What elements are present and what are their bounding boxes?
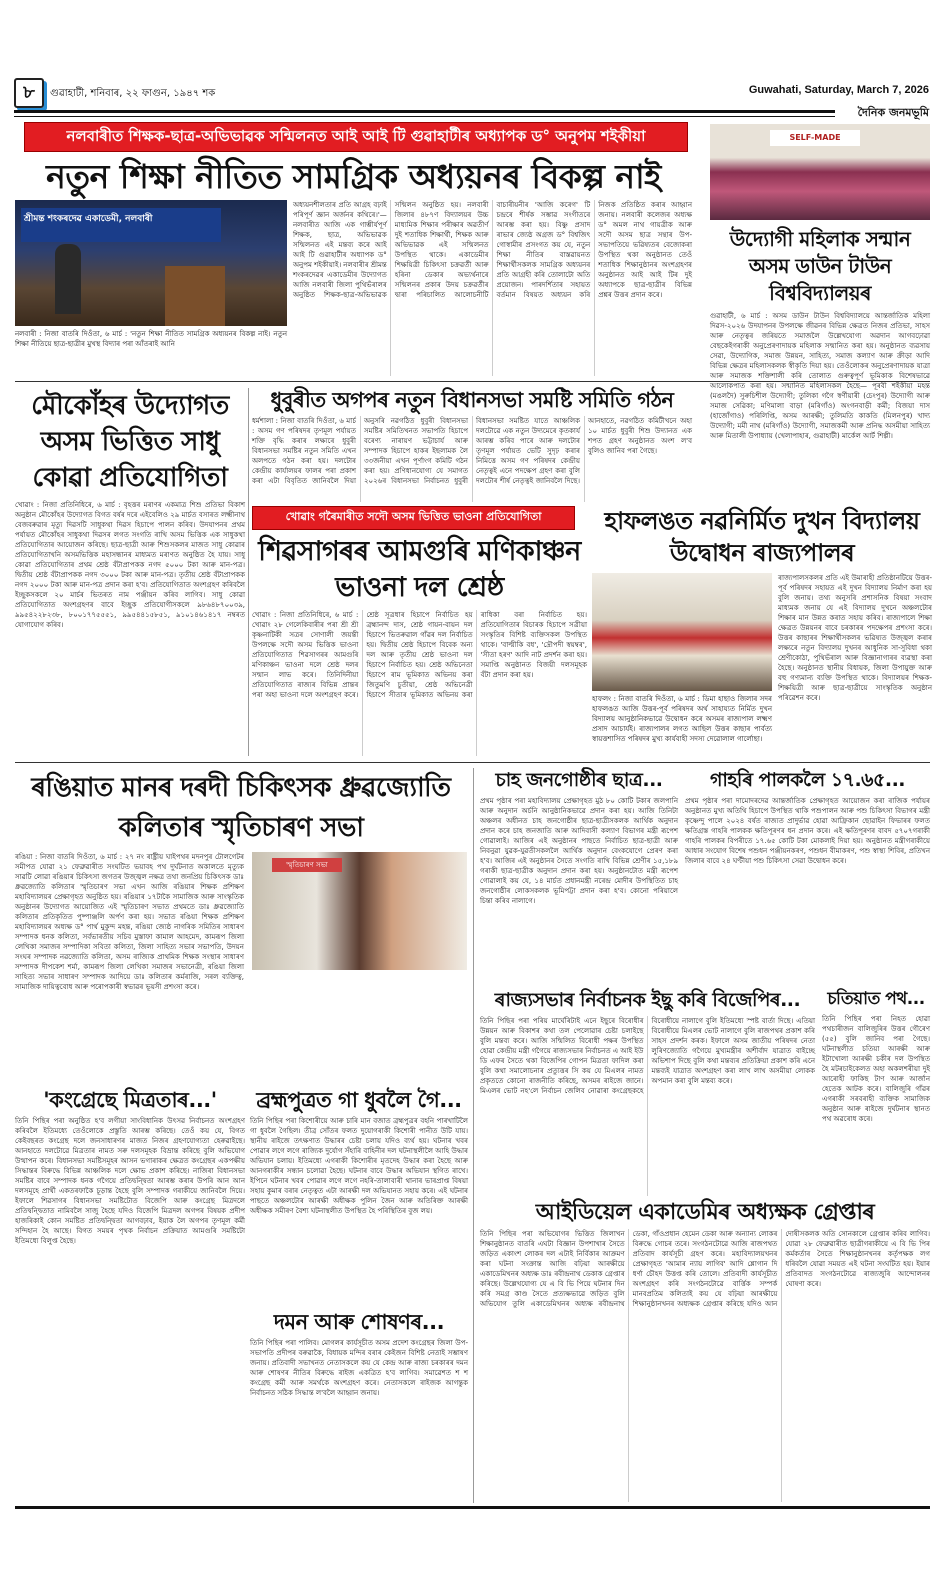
rangia-story: [15, 768, 467, 1084]
haflong-caption: হাফলং : নিজা বাতৰি দিওঁতা, ৬ মাৰ্চ : ডিমা হাছাও জিলাৰ সদৰ হাফলঙত আজি উত্তৰ-পূৰ্ব পৰিষদৰ অৰ্থ সাহায্যত নিৰ্মিত দুখন বিদ্যালয় আনুষ্ঠানিকভাৱে উদ্বোধন কৰে অসমৰ ৰাজ্যপাল লক্ষ্মণ প্ৰসাদ আচাৰ্যই। ৰাজ্যপালৰ লগত আছিল উত্তৰ কাছাৰ পাৰ্বত্য স্বায়ত্তশাসিত পৰিষদৰ মুখ্য কাৰ্যবাহী সদস্য দেৱোলাল গাৰ্লোছা।: [592, 695, 772, 743]
women-award-photo: [710, 124, 930, 220]
bhaona-story: [252, 506, 587, 756]
lead-caption: নলবাৰী : নিজা বাতৰি দিওঁতা, ৬ মাৰ্চ : 'নতুন শিক্ষা নীতিত সামগ্ৰিক অধ্যয়নৰ বিকল্প নাই। নতুন শিক্ষা নীতিয়ে ছাত্ৰ-ছাত্ৰীৰ মুখস্থ বিদ্যাৰ পৰা আঁতৰাই আনি: [15, 329, 287, 348]
photo-banner: শ্ৰীমন্ত শংকৰদেৱ একাডেমী, নলবাৰী: [21, 208, 221, 242]
lead-headline: নতুন শিক্ষা নীতিত সামগ্ৰিক অধ্যয়নৰ বিকল্প নাই: [46, 157, 661, 196]
masthead: দৈনিক জনমভূমি: [854, 104, 929, 123]
pig-farmers-body: প্ৰথম পৃষ্ঠাৰ পৰা দামোদৰদেৱ আন্তৰ্জাতিক প্ৰেক্ষাগৃহত আয়োজন কৰা ৰাজিক পৰ্যায়ৰ অনুষ্ঠানত মুখ্য অতিথি হিচাপে উপস্থিত থাকি পশুপালন আৰু পশু চিকিৎসা বিভাগৰ মন্ত্ৰী কৃষ্ণেন্দু পালে ২০২৪ বৰ্ষত ৰাজ্যত প্ৰাদুৰ্ভাৱ হোৱা আফ্ৰিকান ছোৱাইন ফিভাৰৰ ফলত ক্ষতিগ্ৰস্ত গাহৰি পালকক ক্ষতিপূৰণৰ ধন প্ৰদান কৰে। এই ক্ষতিপূৰণৰ বাবদ ৫৭০৭গৰাকী গাহৰি পালকৰ বিপৰীতে ১৭.৬৫ কোটি টকা মোকলাই দিয়া হয়। অনুষ্ঠানত মন্ত্ৰীগৰাকীয়ে আধাৰ সংযোগ বিশেষ পশুধন পঞ্জীয়নকৰণ, পশুধন বীমাকৰণ, পশু স্বাস্থ্য শিবিৰ, প্ৰতিখন জিলাৰ বাবে ২৪ ঘণ্টীয়া পশু চিকিৎসা সেৱা উদ্বোধন কৰে।: [685, 796, 930, 865]
tea-students-body: প্ৰথম পৃষ্ঠাৰ পৰা মহাবিদ্যালয় প্ৰেক্ষাগৃহত মুঠ ৮০ কোটি টকাৰ জলপানি আৰু অনুদান অৰ্চনি আনুষ্ঠানিকভাৱে প্ৰদান কৰা হয়। আজি তিনিটা অঞ্চলৰ অধীনত চাহ জনগোষ্ঠীৰ ছাত্ৰ-ছাত্ৰীসকলক আৰ্থিক অনুদান প্ৰদান কৰে চাহ জনজাতি আৰু আদিবাসী কল্যাণ বিভাগৰ মন্ত্ৰী ৰূপেশ গোৱালাই। আজিৰ এই অনুষ্ঠানৰ পাছতে নিৰ্বাচিত ছাত্ৰ-ছাত্ৰী আৰু নিবনুৱা যুৱক-যুৱতীসকললৈ আৰ্থিক অনুদান বেংকযোগে প্ৰেৰণ কৰা হ'ব। আজিৰ এই অনুষ্ঠানৰ সৈতে সংগতি ৰাখি বিভিন্ন শ্ৰেণীৰ ১৫,১৮৯ গৰাকী ছাত্ৰ-ছাত্ৰীক অনুদান প্ৰদান কৰা হয়। অনুষ্ঠানটোত মন্ত্ৰী ৰূপেশ গোৱালাই কয় যে, ১৪ মাৰ্চত প্ৰধানমন্ত্ৰী নৰেন্দ্ৰ মোদীৰ উপস্থিতিত চাহ জনগোষ্ঠীৰ লোকসকলক ভূমিপট্টা প্ৰদান কৰা হ'ব। কোনো পৰিয়ালে চিন্তা কৰিব নালাগে।: [480, 796, 678, 905]
suppression-story: [250, 1310, 468, 1502]
rajya-sabha-body: তিনি পিছিৰ পৰা পৰিয় মাৰ্ঘেৰিটাই এনে ইছুৰে বিৰোধীৰ উন্নয়ন আৰু বিকাশৰ কথা তল পেলোৱাৰ চেষ্টা চলাইছে বুলি মন্তব্য কৰে। আজি সন্মিলিত বিৰোধী পক্ষৰ উপস্থিত হোৱা কেন্দ্ৰীয় মন্ত্ৰী গগৈয়ে ৰাজ্যসভাৰ নিৰ্বাচনত এ আই ইউ ডি এফৰ সৈতে থকা বিজেপিৰ গোপন মিত্ৰতা ফাদিল কৰা বুলি কথা সমালোচনাৰ প্ৰত্যুত্তৰ সি কয় যে মিএলৰ নামত প্ৰকৃততে কোনো ৰাজনীতি কৰিছে, অসমৰ ৰাইজে জানে। মিএলৰ ভোট নহ'লে নিৰ্বাচন জেলিব নোৱাৰা কংগ্ৰেছকহে বিৰোধীয়ে নালাগে বুলি ইতিমধ্যে স্পষ্ট বাৰ্তা দিছে। এতিয়া বিৰোধীয়ে মিএলৰ ভোট নালাগে বুলি ৰাজপথৰ প্ৰকাশ কৰি সাহস প্ৰদৰ্শন কৰক। ইফালে অসম জাতীয় পৰিষদৰ নেতা লুৰিণজ্যোতি গগৈয়ে মুখ্যমন্ত্ৰীৰ অশীৰ্বাদ যাত্ৰাত বাইচ্ছে অভিশাপ দিছে বুলি কথা মন্তব্যৰ প্ৰতিক্ৰিয়া প্ৰকাশ কৰি এনে মন্তব্যই যাত্ৰাত অংশগ্ৰহণ কৰা লাখ লাখ অসমীয়া লোকক অপমান কৰা বুলি মন্তব্য কৰে।: [480, 1016, 815, 1095]
column-divider: [473, 768, 474, 1503]
chatia-body: তিনি পিছিৰ পৰা নিহত হোৱা পথচাৰীজন বালিজুৰিৰ উত্তৰ গৌৰেণ (৫৫) বুলি জানিব পৰা গৈছে। ঘটনাস্থলীত চতিয়া আৰক্ষী আৰু ইটাখোলা আৰক্ষী চকীৰ দল উপস্থিত হৈ মটৰচাইকেলত অহা অকলশৰীয়া দুই আৰোহী ফাকিছ টাণ আৰু আৰ্জান হেতেক আটক কৰে। বালিজুৰি গাঁৱৰ এগৰাকী সৰবৰাহী ব্যক্তিক সামাজিক অনুষ্ঠান আৰু ৰাইজে দুৰ্ঘটনাৰ স্থানত পথ অৱৰোধ কৰে।: [822, 1014, 930, 1123]
brahmaputra-story: [250, 1088, 468, 1304]
rajya-sabha-headline: ৰাজ্যসভাৰ নিৰ্বাচনক ইছু কৰি বিজেপিৰ...: [494, 989, 801, 1011]
footer-rule: [15, 1506, 930, 1509]
dhubri-agp-body: ধৰ্মশালা : নিজা বাতৰি দিওঁতা, ৬ মাৰ্চ : অসম গণ পৰিষদৰ তৃণমূল পৰ্যায়ত শক্তি বৃদ্ধি কৰাৰ লক্ষ্যৰে ধুবুৰী বিধানসভা সমষ্টিৰ নতুন সমিতি এখন অলপতে গঠন কৰা হয়। দলটোৰ কেন্দ্ৰীয় কাৰ্যালয়ৰ ফালৰ পৰা প্ৰকাশ কৰা এটা বিবৃতিত জানিবলৈ দিয়া অনুসৰি নৱগঠিত ধুবুৰী বিধানসভা সমষ্টিৰ সমিতিখনত সভাপতি হিচাপে বৰেণ্য নাৰায়ণ ভট্টাচাৰ্য আৰু সম্পাদক হিচাপে হাকৰ ইছলামক লৈ ৩৩জনীয়া এখন পূৰ্ণাংগ কমিটি গঠন কৰা হয়। প্ৰণিধানযোগ্য যে সমাগত ২০২৬ৰ বিধানসভা নিৰ্বাচনত ধুবুৰী বিধানসভা সমষ্টিত যাতে আঞ্চলিক দলটোৱে এক নতুন উদ্যমেৰে কৃতকাৰ্য আৰম্ভ কৰিব পাৰে আৰু দলটোৰ তৃণমূল পৰ্যায়ত ভেটি সুদৃঢ় কৰাৰ নিমিত্তে অসম গণ পৰিষদৰ কেন্দ্ৰীয় নেতৃত্বই এনে পদক্ষেপ গ্ৰহণ কৰা বুলি দলটোৰ শীৰ্ষ নেতৃত্বই জানিবলৈ দিছে। আনহাতে, নৱগঠিত কমিটীখনে অহা ১০ মাৰ্চত ধুবুৰী শিশু উদ্যানত এক শপত গ্ৰহণ অনুষ্ঠানত অংশ ল'ব বুলিও জানিব পৰা গৈছে।: [252, 417, 692, 486]
divider: [15, 762, 930, 763]
lead-photo: [15, 200, 287, 326]
ideal-academy-body: তিনি পিছিৰ পৰা অভিযোগৰ ভিত্তিত জিলাখন শিক্ষানুষ্ঠানত বাতৰি এঘটা বিজ্ঞান উপশাখাৰ সৈতে জড়িত একাংশ লোকৰ দল এটাই নিৰ্বিকাৰ আক্ৰমণ কৰা ঘটনা সংক্ৰান্ত আজি বঢ়িয়া আৰক্ষীয়ে একাডেমিখনৰ অধ্যক্ষ ডাঃ ৰবীন্দ্ৰনাথ ডেকাক গ্ৰেপ্তাৰ কৰিছে। উল্লেখযোগ্য যে এ বি ভি পিয়ে ঘটনাৰ দিন কৰি সমগ্ৰ কাণ্ড সৈতে প্ৰত্যক্ষভাৱে জড়িত বুলি অভিযোগ তুলি একাডেমিখনৰ অধ্যক্ষ ৰবীন্দ্ৰনাথ ডেকা, গাঁওপ্ৰধান হেমেন ডেকা আৰু অন্যান্য লোকৰ বিৰুদ্ধে গোচৰ তৰে। সংগঠনটোৱে আজি ৰাজপথত প্ৰতিবাদ কাৰ্যসূচী গ্ৰহণ কৰে। মহাবিদ্যালয়খনৰ প্ৰেক্ষাগৃহত 'আমাৰ ন্যায় লাগিব' আদি শ্লোগান দি ধৰ্ণা চৌহদ উত্তপ্ত কৰি তোলে। প্ৰতিবাদী কাৰ্যসূচীত অংশগ্ৰহণ কৰি সংগঠনটোৱে বাৰ্ত্তিক সম্পৰ্ক মানবপ্ৰতিম কলিতাই কয় যে বঢ়িয়া আৰক্ষীয়ে শিক্ষানুষ্ঠানখনৰ অধ্যক্ষক গ্ৰেপ্তাৰ কৰিছে যদিও আন দোষীসকলক অতি সোনকালে গ্ৰেপ্তাৰ কৰিব লাগিব। যোৱা ২৮ ফেব্ৰুৱাৰীত ছাত্ৰীগৰাকীয়ে এ বি ভি পিৰ কৰ্মকৰ্তাৰ সৈতে শিক্ষানুষ্ঠানখনৰ কৰ্তৃপক্ষক লগ ধৰিবলৈ যোৱা সময়ত এই ঘটনা সংঘটিত হয়। ইয়াৰ প্ৰতিবাদত সংগঠনটোৱে ৰাজ্যজুৰি আন্দোলনৰ ঘোষণা কৰে।: [480, 1230, 930, 1309]
column-divider: [248, 388, 249, 756]
brahmaputra-body: তিনি পিছিৰ পৰা কিশোৰীয়ে আৰু চাৰি মান বজাত ব্ৰহ্মপুত্ৰৰ বহনি পাৰখাটিলৈ গা ধুবলৈ গৈছিল। তীব্ৰ সোঁতৰ ফলত দুয়োগৰাকী কিশোৰী পানীত উটি যায়। স্থানীয় ৰাইজে তৎক্ষণাত উদ্ধাৰৰ চেষ্টা চলায় যদিও ব্যৰ্থ হয়। ঘটনাৰ খবৰ পোৱাৰ লগে লগে ৰাজ্যিক দুৰ্যোগ সঁহাৰি বাহিনীৰ দল ঘটনাস্থলীলৈ আহি উদ্ধাৰ অভিযান চলায়। ইতিমধ্যে এগৰাকী কিশোৰীৰ মৃতদেহ উদ্ধাৰ কৰা হৈছে আৰু আনগৰাকীৰ সন্ধান চলোৱা হৈছে। ঘটনাৰ বাবে উদ্ধাৰ অভিযান স্থগিত ৰাখে। ইপিনে ঘটনাৰ খবৰ পোৱাৰ লগে লগে নহৰি-তালাবাৰী থানাৰ ভাৰপ্ৰাপ্ত বিষয়া সহায় কুমাৰ বৰাৰ নেতৃত্বত এটা আৰক্ষী দল অভিযানত সহায় কৰে। এই ঘটনাৰ পাছতে অঞ্চলটোৰ আৰক্ষী অধীক্ষক পুলিন জৈন আৰু অতিৰিক্ত আৰক্ষী অধীক্ষক সমীৰণ বৈশ্য ঘটনাস্থলীত উপস্থিত হৈ পৰিস্থিতিৰ বুজ লয়।: [250, 1117, 468, 1216]
pig-farmers-story: [685, 770, 930, 984]
suppression-headline: দমন আৰু শোষণৰ...: [273, 1310, 445, 1334]
tea-students-headline: চাহ জনগোষ্ঠীৰ ছাত্ৰ...: [495, 769, 663, 791]
lead-body: অধ্যয়নশীলতাৰ প্ৰতি আগ্ৰহ বঢ়াই পৰিপূৰ্ণ জ্ঞান অৰ্জনৰ কথিৰে।'— নলবাৰীত আজি এক গাম্ভীৰ্যপূৰ্ণ শিক্ষক, ছাত্ৰ, অভিভাৱক সন্মিলনত এই মন্তব্য কৰে আই আই টি গুৱাহাটীৰ অধ্যাপক ড° অনুপম শইকীয়াই। নলবাৰীৰ শ্ৰীমন্ত শংকৰদেৱৰ একাডেমীৰ উদ্যোগত আজি নলবাৰী জিলা পুথিভঁৰালৰ অনুষ্ঠিত শিক্ষক-ছাত্ৰ-অভিভাৱক সন্মিলন অনুষ্ঠিত হয়। নলবাৰী জিলাৰ ৪৮৭ণ বিদ্যালয়ৰ উচ্চ মাধ্যমিক শিক্ষাৰ পৰীক্ষাৰ অৱতীৰ্ণ দুই শতাধিক শিক্ষাৰ্থী, শিক্ষক আৰু অভিভাৱক এই সন্মিলনত উপস্থিত থাকে। একাডেমীৰ শিক্ষয়িত্ৰী চিকিৎসা চক্ৰৱৰ্তী আৰু হৰিনা ডেকাৰ অভ্যৰ্থনাৰে সন্মিলনৰ প্ৰকাৰ উদয় চক্ৰৱৰ্তীৰ দ্বাৰা পৰিচালিত আলোচনীটি বাচাৰীয়নীৰ 'আজি কৰেগ' টি চন্দ্ৰৰে শীৰ্ষক সম্ভাৱ সংগীতৰে আৰম্ভ কৰা হয়। বিষ্ণু প্ৰসাদ ৰাভাৰ জ্যেষ্ঠ অগ্ৰজ ড° বিশ্বজিৎ গোস্বামীৰ প্ৰসংগত কয় যে, নতুন শিক্ষা নীতিৰ বাস্তৱায়নত শিক্ষাৰ্থীসকলক সামগ্ৰিক অধ্যয়নৰ প্ৰতি আগ্ৰহী কৰি তোলাটো অতি প্ৰয়োজন। পাৰদৰ্শিতাৰ সহায়ত বৰ্তমান বিষয়ত অধ্যয়ন কৰি নিজক প্ৰতিষ্ঠিত কৰাৰ আহ্বান জনায়। নলবাৰী কলেজৰ অধ্যক্ষ ড° অমল নাথ গায়ত্ৰীক আৰু সদৌ অসম ছাত্ৰ সন্থাৰ উপ-সভাপতিয়ে ভৱিষ্যতৰ বেজোকৰা উপস্থিত থকা অনুষ্ঠানত তেওঁ শতাধিক শিক্ষানুষ্ঠানৰ অংশগ্ৰহণৰ অনুষ্ঠানত আই আই টিৰ দুই অধ্যাপকে ছাত্ৰ-ছাত্ৰীৰ বিভিন্ন প্ৰশ্নৰ উত্তৰ প্ৰদান কৰে।: [293, 200, 692, 299]
haflong-headline: হাফলঙত নৱনিৰ্মিত দুখন বিদ্যালয় উদ্বোধন ৰাজ্যপালৰ: [604, 507, 920, 567]
tea-students-story: [480, 770, 678, 984]
congress-headline: 'কংগ্ৰেছে মিত্ৰতাৰ...': [43, 1088, 217, 1112]
bhaona-kicker-banner: খোৱাং গৰৈমাৰীত সদৌ অসম ভিত্তিত ভাওনা প্ৰতিযোগিতা: [252, 506, 575, 530]
photo-banner: SELF-MADE: [770, 130, 860, 146]
suppression-body: তিনি পিছিৰ পৰা পালিব। মোগলৰ কাৰ্যসূচীত অসম প্ৰদেশ কংগ্ৰেছৰ জিলা উপ-সভাপতি প্ৰদীপৰ বৰুৱাকৈ, বিধায়ক মন্দিৰ বৰাৰ কেইজন বিশিষ্ট নেতাই সম্ভাষণ জনায়। প্ৰতিবাদী সভাখনত নেতাসকলে কয় যে কেন্দ্ৰ আৰু ৰাজ্য চৰকাৰৰ দমন আৰু শোষণৰ নীতিৰ বিৰুদ্ধে ৰাইজ একত্ৰিত হ'ব লাগিব। সমাৱেশত শ শ কংগ্ৰেছ কৰ্মী আৰু সমৰ্থকে অংশগ্ৰহণ কৰে। নেতাসকলে ৰাইজক আগন্তুক নিৰ্বাচনত সঠিক সিদ্ধান্ত ল'বলৈ আহ্বান জনায়।: [250, 1339, 468, 1398]
bhaona-body: খোৱাং : নিজা প্ৰতিনিধিৰে, ৬ মাৰ্চ : খোৱাং ২৮ গেলেকিবাৰীৰ পৰা শ্ৰী শ্ৰী কৃষ্ণনাটিকী সত্ৰৰ সোণালী জয়ন্তী উপলক্ষে সদৌ অসম ভিত্তিক ভাওনা প্ৰতিযোগিতাত শিৱসাগৰৰ আমগুৰি মণিকাঞ্চন ভাওনা দলে শ্ৰেষ্ঠ দলৰ সন্মান লাভ কৰে। তিনিদিনীয়া প্ৰতিযোগিতাত ৰাজ্যৰ বিভিন্ন প্ৰান্তৰ পৰা অহা ভাওনা দলে অংশগ্ৰহণ কৰে। শ্ৰেষ্ঠ সূত্ৰধাৰ হিচাপে নিৰ্বাচিত হয় ব্ৰহ্মানন্দ দাস, শ্ৰেষ্ঠ গায়ন-বায়ন দল হিচাপে ভিতৰুৱাল গাঁৱৰ দল নিৰ্বাচিত হয়। দ্বিতীয় শ্ৰেষ্ঠ হিচাপে বিবেক অন্য দল আৰু তৃতীয় শ্ৰেষ্ঠ ভাওনা দল হিচাপে নিৰ্বাচিত হয়। শ্ৰেষ্ঠ অভিনেতা হিচাপে ৰাম ভূমিকাত অভিনয় কৰা জিতুমণি চুতীয়া, শ্ৰেষ্ঠ অভিনেত্ৰী হিচাপে সীতাৰ ভূমিকাত অভিনয় কৰা ৰাধিকা বৰা নিৰ্বাচিত হয়। প্ৰতিযোগিতাৰ বিচাৰক হিচাপে সত্ৰীয়া সংস্কৃতিৰ বিশিষ্ট ব্যক্তিসকল উপস্থিত থাকে। 'বাল্মীকি বধ', 'দ্ৰৌপদী স্বয়ম্বৰ', 'সীতা হৰণ' আদি নাট প্ৰদৰ্শন কৰা হয়। সমাপ্তি অনুষ্ঠানত বিজয়ী দলসমূহক বঁটা প্ৰদান কৰা হয়।: [252, 611, 587, 699]
speaker-figure: [55, 244, 81, 314]
date-english: Guwahati, Saturday, March 7, 2026: [748, 84, 929, 96]
chatia-story: [822, 990, 930, 1196]
congress-body: তিনি পিছিৰ পৰা অনুষ্ঠিত হ'ব লগীয়া সাংবিধানিক উৎসৱ নিৰ্বাচনত অংশগ্ৰহণ কৰিবলৈ ইতিমধ্যে তেওঁলোকে প্ৰস্তুতি আৰম্ভ কৰিছে। তেওঁ কয় যে, বিগত কেইবছৰত কংগ্ৰেছ দলে জনসাধাৰণৰ মাজত নিজৰ গ্ৰহণযোগ্যতা হেৰুৱাইছে। আনহাতে দলটোৱে মিত্ৰতাৰ নামত সৰু দলসমূহক বিভ্ৰান্ত কৰিছে বুলি অভিযোগ উত্থাপন কৰে। বিধানসভা সমষ্টিসমূহৰ আসন ভগাৰাকৰ ক্ষেত্ৰত কংগ্ৰেছৰ একপক্ষীয় সিদ্ধান্তৰ বিৰুদ্ধে বিভিন্ন আঞ্চলিক দলে ক্ষোভ প্ৰকাশ কৰিছে। নাজিৰা বিধানসভা সমষ্টিৰ বাবে সম্পাদক ধনক গগৈয়ে প্ৰতিদ্বন্দ্বিতা আৰম্ভ কৰাৰ উপৰি আন আন দলসমূহে প্ৰাৰ্থী একতৰফাকৈ চূড়ান্ত হৈছে বুলি সম্পাদক গৰাকীয়ে জানিবলৈ দিয়ে। ইফালে শিৱসাগৰ বিধানসভা সমষ্টিটোত বিজেপি আৰু কংগ্ৰেছ মিত্ৰদলে প্ৰতিদ্বন্দ্বিতাত নামিবলৈ সাজু হৈছে যদিও বিজেপি মিত্ৰদল অগপৰ বিষয়ক প্ৰদীপ হাজৰিকাই কোন সমষ্টিত প্ৰতিদ্বন্দ্বিতা আগবঢ়াব, ইয়াক লৈ অগপৰ তৃণমূল কৰ্মী সন্দিহান হৈ আছে। বিগত সময়ৰ পৃথক নিৰ্বাচন প্ৰক্ৰিয়াত আমগুৰি সমষ্টিটো ইতিমধ্যে বিলুপ্ত হৈছে।: [15, 1117, 245, 1246]
haflong-photo: [592, 573, 772, 691]
pig-farmers-headline: গাহৰি পালকলৈ ১৭.৬৫...: [709, 769, 906, 791]
rangia-body-area: [15, 852, 467, 1084]
rangia-photo: [252, 852, 467, 970]
ideal-academy-story: [480, 1200, 930, 1502]
podium: [165, 266, 225, 326]
chatia-headline: চতিয়াত পথ...: [827, 989, 925, 1009]
sadhu-contest-story: [15, 388, 245, 756]
rangia-body: ৰঙিয়া : নিজা বাতৰি দিওঁতা, ৬ মাৰ্চ : ২৭ নং ৰাষ্ট্ৰীয় ঘাইপথৰ মদনপুৰ টোলগেটৰ সমীপত যোৱা ২১ ফেব্ৰুৱাৰীত সংঘটিত ভয়াবহ পথ দুৰ্ঘটনাত অকালতে মৃত্যুক সাৱটি লোৱা ৰঙিয়াৰ চিকিৎসা জগতৰ উজ্জ্বল নক্ষত্ৰ তথা জনপ্ৰিয় চিকিৎসক ডাঃ ধ্ৰুৱজ্যোতি কলিতাৰ স্মৃতিচাৰণ সভা এখন আজি ৰঙিয়াৰ শিক্ষক প্ৰশিক্ষণ মহাবিদ্যালয়ৰ প্ৰেক্ষাগৃহত অনুষ্ঠিত হয়। ৰঙিয়াৰ ১৭টাকৈ সামাজিক আৰু সাংস্কৃতিক অনুষ্ঠানৰ উদ্যোগত আয়োজিত এই স্মৃতিচাৰণ সভাত প্ৰথমতে ডাঃ ধ্ৰুৱজ্যোতি কলিতাৰ প্ৰতিকৃতিত পুষ্পাঞ্জলি অৰ্পণ কৰা হয়। সভাত ৰঙিয়া শিক্ষক প্ৰশিক্ষণ মহাবিদ্যালয়ৰ অধ্যক্ষ ড° পাৰ্থ মুকুন্দ মহন্ত, ৰঙিয়া জ্যেষ্ঠ নাগৰিক সমিতিৰ সাধাৰণ সম্পাদক ধনক কলিতা, সৰ্বভাৰতীয় সচিব মুস্তাফা কামাল আহমেদ, কামৰূপ জিলা লেখিকা সমাজৰ সম্পাদিকা সবিতা কলিতা, জিলা সাহিত্য সভাৰ সভাপতি, উদয়ন সংঘৰ সম্পাদক নৱজ্যোতি কলিতা, অসম ৰাজ্যিক প্ৰাথমিক শিক্ষক সংস্থাৰ সাধাৰণ সম্পাদক দীপকেশ শৰ্মা, কামৰূপ জিলা লেখিকা সমাজৰ সভানেত্ৰী, ৰঙিয়া জিলা সাহিত্য সভাৰ সাধাৰণ সম্পাদক আদিয়ে ডাঃ কলিতাৰ কৰ্মৰাজি, সৰল ব্যক্তিত্ব, সামাজিক দায়িত্ববোধ আৰু পৰোপকাৰী স্বভাৱৰ ভূয়সী প্ৰশংসা কৰে।: [15, 853, 244, 991]
dhubri-agp-story: [252, 388, 692, 502]
lead-kicker-banner: নলবাৰীত শিক্ষক-ছাত্ৰ-অভিভাৱক সন্মিলনত আই আই টি গুৱাহাটীৰ অধ্যাপক ড° অনুপম শইকীয়া: [24, 122, 688, 152]
bhaona-headline: শিৱসাগৰৰ আমগুৰি মণিকাঞ্চন ভাওনা দল শ্ৰেষ্ঠ: [258, 536, 581, 603]
rajya-sabha-story: [480, 990, 815, 1196]
header-rule: [14, 110, 835, 117]
date-assamese: গুৱাহাটী, শনিবাৰ, ২২ ফাগুন, ১৯৪৭ শক: [50, 88, 216, 99]
haflong-story: [592, 505, 932, 756]
lead-story: [15, 122, 692, 376]
congress-story: [15, 1088, 245, 1502]
haflong-body: ৰাজ্যপালসকলৰ প্ৰতি এই উমাৰাহী প্ৰতিষ্ঠানটিয়ে উত্তৰ-পূৰ্ব পৰিষদৰ সহায়ত এই দুখন বিদ্যালয় নিৰ্মাণ কৰা হয় বুলি জনায়। তথ্য অনুসৰি প্ৰশাসনিক বিষয়া সংবাদ মাধ্যমক জনায় যে এই বিদ্যালয় দুখনে অঞ্চলটোৰ শিক্ষাৰ মান উন্নত কৰাত সহায় কৰিব। ৰাজ্যপালে শিক্ষা ক্ষেত্ৰত উন্নয়নৰ বাবে চৰকাৰৰ পদক্ষেপৰ প্ৰশংসা কৰে। উত্তৰ কাছাৰৰ শিক্ষাৰ্থীসকলৰ ভৱিষ্যত উজ্জ্বল কৰাৰ লক্ষ্যৰে নতুন বিদ্যালয় দুখনৰ আধুনিক সা-সুবিধা থকা শ্ৰেণীকোঠা, পুথিভঁৰাল আৰু বিজ্ঞানাগাৰৰ ব্যৱস্থা কৰা হৈছে। অনুষ্ঠানত স্থানীয় বিধায়ক, জিলা উপায়ুক্ত আৰু বহু গণ্যমান্য ব্যক্তি উপস্থিত থাকে। বিদ্যালয়ৰ শিক্ষক-শিক্ষয়িত্ৰী আৰু ছাত্ৰ-ছাত্ৰীয়ে সাংস্কৃতিক অনুষ্ঠান পৰিৱেশন কৰে।: [778, 574, 932, 702]
women-award-headline: উদ্যোগী মহিলাক সন্মান অসম ডাউন টাউন বিশ্ববিদ্যালয়ৰ: [729, 227, 911, 305]
photo-banner: স্মৃতিচাৰণ সভা: [272, 858, 342, 872]
dhubri-agp-headline: ধুবুৰীত অগপৰ নতুন বিধানসভা সমষ্টি সমিতি গঠন: [270, 388, 674, 412]
brahmaputra-headline: ব্ৰহ্মপুত্ৰত গা ধুবলৈ গৈ...: [256, 1088, 462, 1112]
ideal-academy-headline: আইডিয়েল একাডেমিৰ অধ্যক্ষক গ্ৰেপ্তাৰ: [535, 1200, 875, 1225]
rangia-headline: ৰঙিয়াত মানৰ দৰদী চিকিৎসক ধ্ৰুৱজ্যোতি কলিতাৰ স্মৃতিচাৰণ সভা: [31, 773, 451, 843]
women-award-body: গুৱাহাটী, ৬ মাৰ্চ : অসম ডাউন টাউন বিশ্ববিদ্যালয়ে আন্তৰ্জাতিক মহিলা দিৱস-২০২৬ উদযাপনৰ উপলক্ষে জীৱনৰ বিভিন্ন ক্ষেত্ৰত নিজৰ প্ৰতিভা, সাহস আৰু নেতৃত্বৰ জৰিয়তে সমাজলৈ উল্লেখযোগ্য অৱদান আগবঢ়োৱা বেছকেইগৰাকী অনুপ্ৰেৰণাদায়ক মহিলাক সন্মানিত কৰা হয়। অনুষ্ঠানত ব্যৱসায় সেৱা, উদ্যোগিক, সমাজ উন্নয়ন, সাহিত্য, সমাজ কল্যাণ আৰু ক্ৰীড়া আদি বিভিন্ন ক্ষেত্ৰৰ মহিলাসকলক স্বীকৃতি দিয়া হয়। তেওঁলোকৰ অনুপ্ৰেৰণাদায়ক যাত্ৰা আৰু সমাজক শক্তিশালী কৰি তোলাত গুৰুত্বপূৰ্ণ ভূমিকাক বিশেষভাৱে আলোকপাত কৰা হয়। সন্মানিত মহিলাসকল হৈছে— পূৰবী শইকীয়া মহন্ত (মঙলদৈ) সুৰুচিশীল উদ্যোগী; তুলিকা গগৈ স্বৰ্ণীয়াৰী (চেংপুৰ) উদ্যোগী আৰু সমাজ সেৱিকা; মণিমালা বাড়া (মৰিগাঁও) অংগনবাড়ী কৰ্মী; বিজয়া দাস (হাজোঁগাও) পৰিলিপ্তি, অসম আৰক্ষী; তুলিমতি কাকতি (মিলনপুৰ) খাদ্য উদ্যোগী; মৰ্মী নাথ (মৰিগাঁও) উদ্যোগী, সমাজকৰ্মী আৰু প্ৰনিদ্ধ অসমীয়া সাহিত্য আৰু মিতালী উপাধ্যায় (খেলাপাহাৰ, গুৱাহাটী) মাৰ্কেল আৰ্ট শিল্পী।: [710, 312, 930, 440]
page-number: ৮: [14, 78, 44, 108]
women-award-story: [710, 124, 930, 440]
sadhu-contest-headline: মৌকোঁহৰ উদ্যোগত অসম ভিত্তিত সাধু কোৱা প্ৰতিযোগিতা: [31, 391, 229, 493]
divider: [15, 381, 930, 382]
sadhu-contest-body: খোৱাং : নিজা প্ৰতিনিধিৰে, ৬ মাৰ্চ : বৃহত্তৰ মৰাণৰ একমাত্ৰ শিশু প্ৰতিভা বিকাশ অনুষ্ঠান মৌকোঁহৰ উদ্যোগত বিগত বৰ্ষৰ দৰে এইবেলিও ২৯ মাৰ্চত বসাৰত লক্ষ্মীনাথ বেজবৰুৱাৰ মৃত্যু দিৱসটি সাধুকথা দিৱস হিচাপে পালন কৰিব। উদযাপনৰ প্ৰথম পৰ্যায়ত মৌকোঁহৰ সাধুকথা দিৱসৰ লগত সংগতি ৰাখি অসম ভিত্তিক এক সাধুকথা প্ৰতিযোগিতাৰ আয়োজন কৰিছে। ছাত্ৰ-ছাত্ৰী আৰু শিশুসকলৰ মাজত সাধু কোৱাৰ প্ৰতিযোগিতাখনি অসমভিত্তিক মহাসন্ধানৰ মাধ্যমত মৰাণত অনুষ্ঠিত হৈ যায়। সাধু কোৱা প্ৰতিযোগিতাৰ প্ৰথম শ্ৰেষ্ঠ বঁটাপ্ৰাপকক নগদ ৫০০০ টকা আৰু মান-পত্ৰ। দ্বিতীয় শ্ৰেষ্ঠ বঁটাপ্ৰাপকক নগদ ৩০০০ টকা আৰু মান-পত্ৰ। তৃতীয় শ্ৰেষ্ঠ বঁটাপ্ৰাপকক নগদ ২০০০ টকা আৰু মান-পত্ৰ প্ৰদান কৰা হ'ব। প্ৰতিযোগিতাত অংশগ্ৰহণ কৰিবলৈ ইচ্ছুকসকলে ২০ মাৰ্চৰ ভিতৰত নাম পঞ্জীয়ন কৰিব লাগিব। সাধু কোৱা প্ৰতিযোগিতাত অংশগ্ৰহণৰ বাবে ইচ্ছুক প্ৰতিযোগীসকলে ৯৮৬৪৮৭০০৩৯, ৯৯৫৪২২৮২৩৮, ৮০০১৭৭৫৫৫১, ৯৯৫৪৪১৫৮৫১, ৯১০১৪৬১৪১৭ নম্বৰত যোগাযোগ কৰিব।: [15, 501, 245, 629]
